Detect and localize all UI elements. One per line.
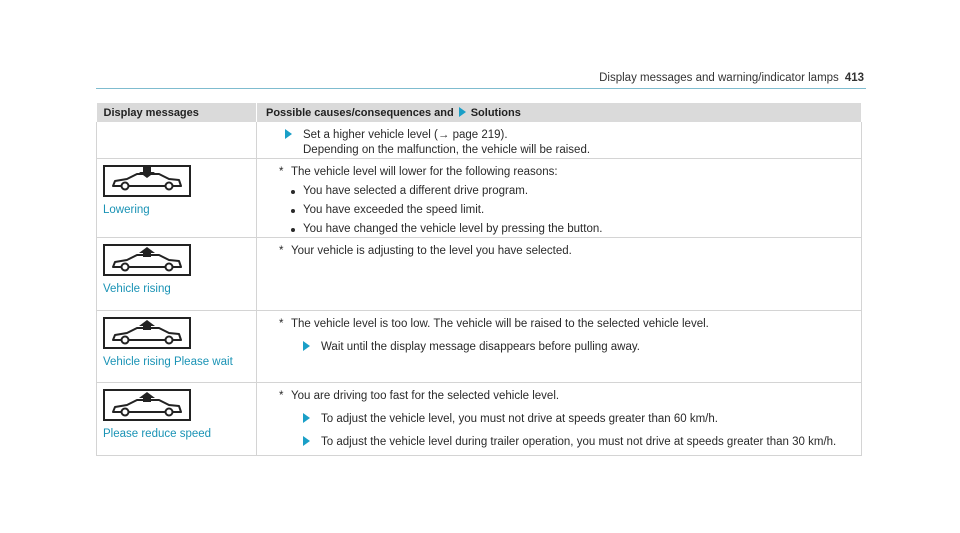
solution-arrow-icon <box>459 107 466 117</box>
display-messages-table <box>96 103 862 456</box>
cause-cell <box>257 159 862 238</box>
solution-step <box>279 435 861 450</box>
table-row <box>97 159 862 238</box>
column-header-display-messages: Display messages <box>97 103 257 122</box>
cause-text: * Your vehicle is adjusting to the level you have selected. <box>279 245 572 257</box>
solution-step <box>279 340 861 355</box>
message-label: Vehicle rising Please wait <box>103 356 233 368</box>
star-icon: * <box>279 245 284 257</box>
message-cell <box>97 159 257 238</box>
cause-text: * The vehicle level will lower for the following reasons: <box>279 166 558 178</box>
column-header-solutions: Solutions <box>470 106 521 119</box>
table-row <box>97 238 862 311</box>
star-icon: * <box>279 318 284 330</box>
column-header-causes-solutions <box>257 103 862 122</box>
cause-text: * You are driving too fast for the selected vehicle level. <box>279 390 560 402</box>
header-text <box>599 72 864 84</box>
solution-arrow-icon <box>303 436 310 446</box>
list-item: You have selected a different drive program. <box>279 184 861 199</box>
page-number: 413 <box>844 72 864 84</box>
message-label: Please reduce speed <box>103 428 212 440</box>
message-label: Vehicle rising <box>103 283 171 295</box>
message-cell <box>97 238 257 311</box>
solution-text: Depending on the malfunction, the vehicle will be raised. <box>303 144 591 156</box>
solution-text: Wait until the display message disappears before pulling away. <box>321 341 640 353</box>
solution-arrow-icon <box>303 413 310 423</box>
cause-cell <box>257 238 862 311</box>
message-cell <box>97 383 257 456</box>
solution-arrow-icon <box>285 129 292 139</box>
solution-arrow-icon <box>303 341 310 351</box>
table-header-row <box>97 103 862 122</box>
column-header-causes: Possible causes/consequences and <box>266 106 454 119</box>
table-row <box>97 122 862 159</box>
car-rising-icon <box>103 244 191 276</box>
cause-cell <box>257 122 862 159</box>
reason-list <box>279 184 861 237</box>
list-item: You have exceeded the speed limit. <box>279 203 861 218</box>
message-cell <box>97 311 257 383</box>
star-icon: * <box>279 390 284 402</box>
solution-text: To adjust the vehicle level, you must not drive at speeds greater than 60 km/h. <box>321 413 718 425</box>
cause-text: * The vehicle level is too low. The vehicle will be raised to the selected vehicle level. <box>279 318 709 330</box>
solution-text: To adjust the vehicle level during trailer operation, you must not drive at speeds greater than 30 km/h. <box>321 436 837 448</box>
page-header <box>96 58 866 89</box>
cause-cell <box>257 383 862 456</box>
header-title: Display messages and warning/indicator lamps <box>599 72 839 84</box>
solution-text: Set a higher vehicle level (→ page 219). <box>303 129 508 141</box>
list-item: You have changed the vehicle level by pressing the button. <box>279 222 861 237</box>
message-cell <box>97 122 257 159</box>
table-row <box>97 311 862 383</box>
message-label: Lowering <box>103 204 150 216</box>
table-row <box>97 383 862 456</box>
solution-step <box>279 128 861 143</box>
car-rising-icon <box>103 389 191 421</box>
cause-cell <box>257 311 862 383</box>
car-lowering-icon <box>103 165 191 197</box>
star-icon: * <box>279 166 284 178</box>
solution-step <box>279 412 861 427</box>
car-rising-icon <box>103 317 191 349</box>
